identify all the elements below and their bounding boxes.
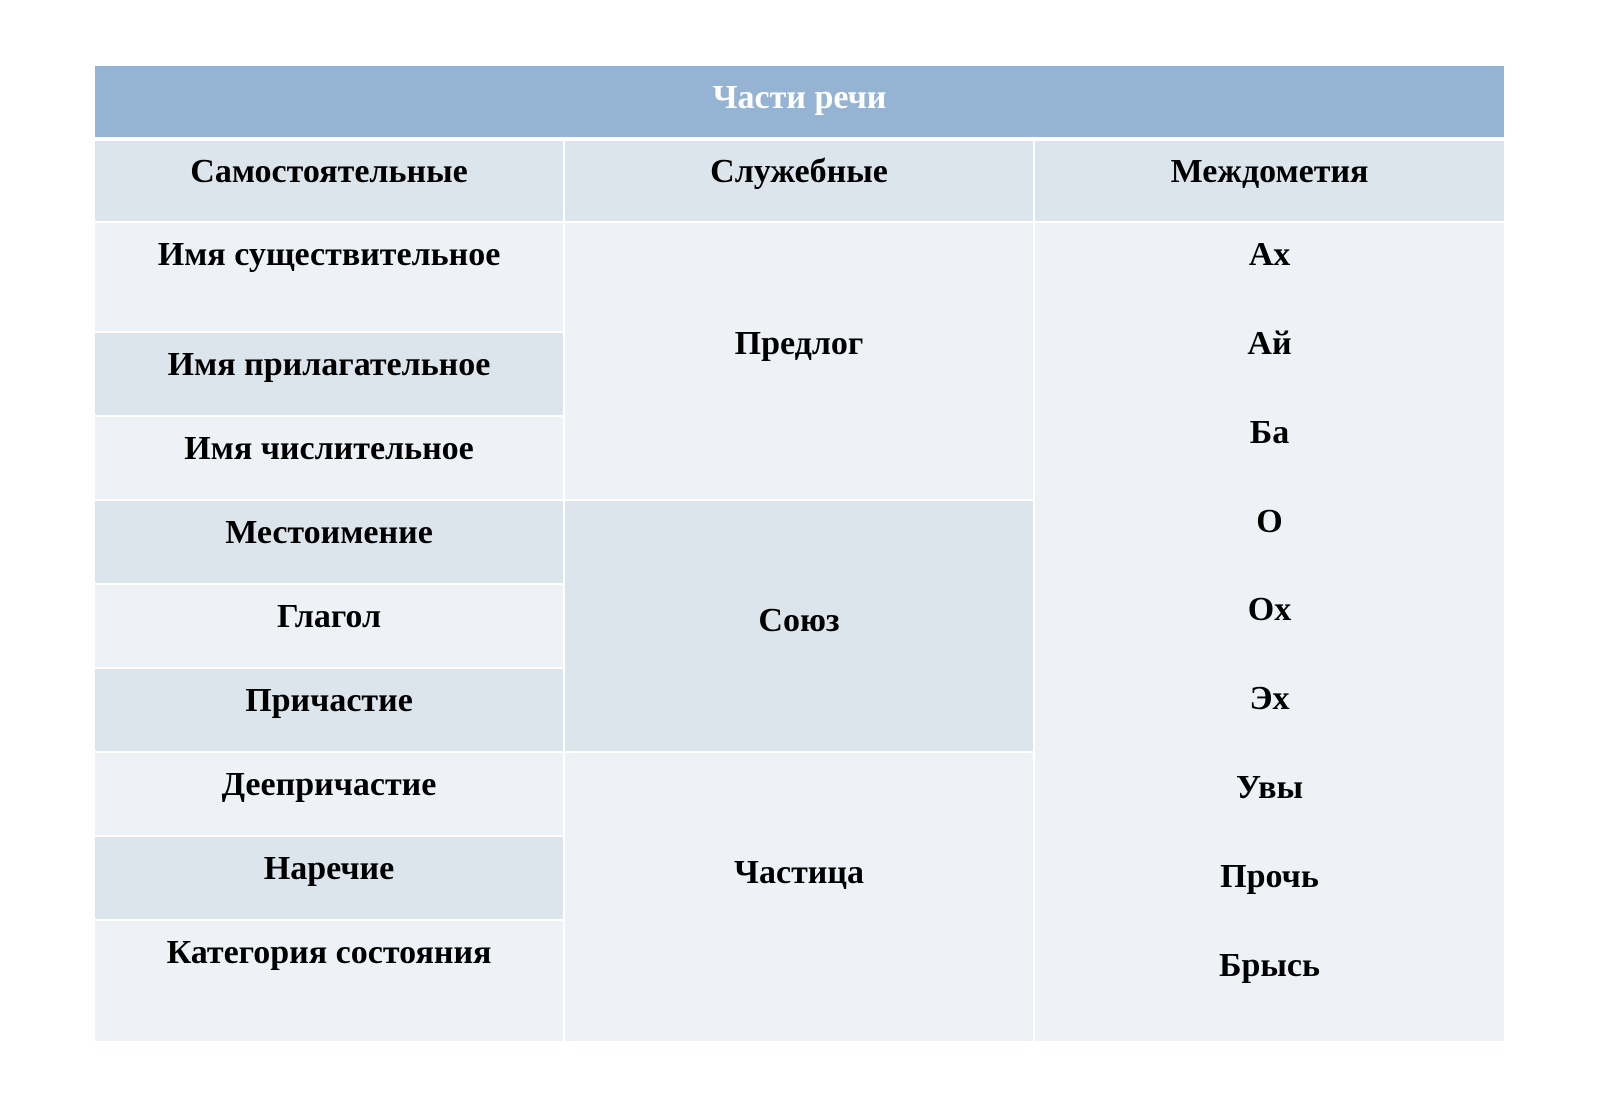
- independent-item: Имя прилагательное: [95, 333, 563, 415]
- interjection-item: Прочь: [1220, 858, 1319, 895]
- independent-item: Деепричастие: [95, 753, 563, 835]
- interjections-cell: [1035, 223, 1504, 1041]
- column-auxiliary: [565, 141, 1033, 1041]
- header-auxiliary: Служебные: [565, 141, 1033, 221]
- interjection-item: Брысь: [1218, 947, 1320, 984]
- column-interjections: [1035, 141, 1504, 1041]
- independent-item: Причастие: [95, 669, 563, 751]
- table-title: Части речи: [95, 66, 1504, 137]
- auxiliary-item: Частица: [565, 753, 1033, 1041]
- auxiliary-item: Союз: [565, 501, 1033, 751]
- interjection-item: Эх: [1249, 680, 1290, 717]
- independent-item: Имя числительное: [95, 417, 563, 499]
- column-independent: [95, 141, 563, 1041]
- interjection-item: Ай: [1247, 325, 1292, 362]
- parts-of-speech-table: [95, 66, 1504, 1041]
- interjection-item: Ах: [1248, 236, 1291, 273]
- interjection-item: Увы: [1235, 769, 1304, 806]
- independent-item: Категория состояния: [95, 921, 563, 1041]
- interjection-item: Ох: [1247, 591, 1292, 628]
- independent-item: Наречие: [95, 837, 563, 919]
- header-interjections: Междометия: [1035, 141, 1504, 221]
- independent-item: Местоимение: [95, 501, 563, 583]
- interjection-item: О: [1256, 503, 1283, 540]
- header-independent: Самостоятельные: [95, 141, 563, 221]
- auxiliary-item: Предлог: [565, 223, 1033, 499]
- independent-item: Имя существительное: [95, 223, 563, 331]
- interjection-item: Ба: [1249, 414, 1290, 451]
- independent-item: Глагол: [95, 585, 563, 667]
